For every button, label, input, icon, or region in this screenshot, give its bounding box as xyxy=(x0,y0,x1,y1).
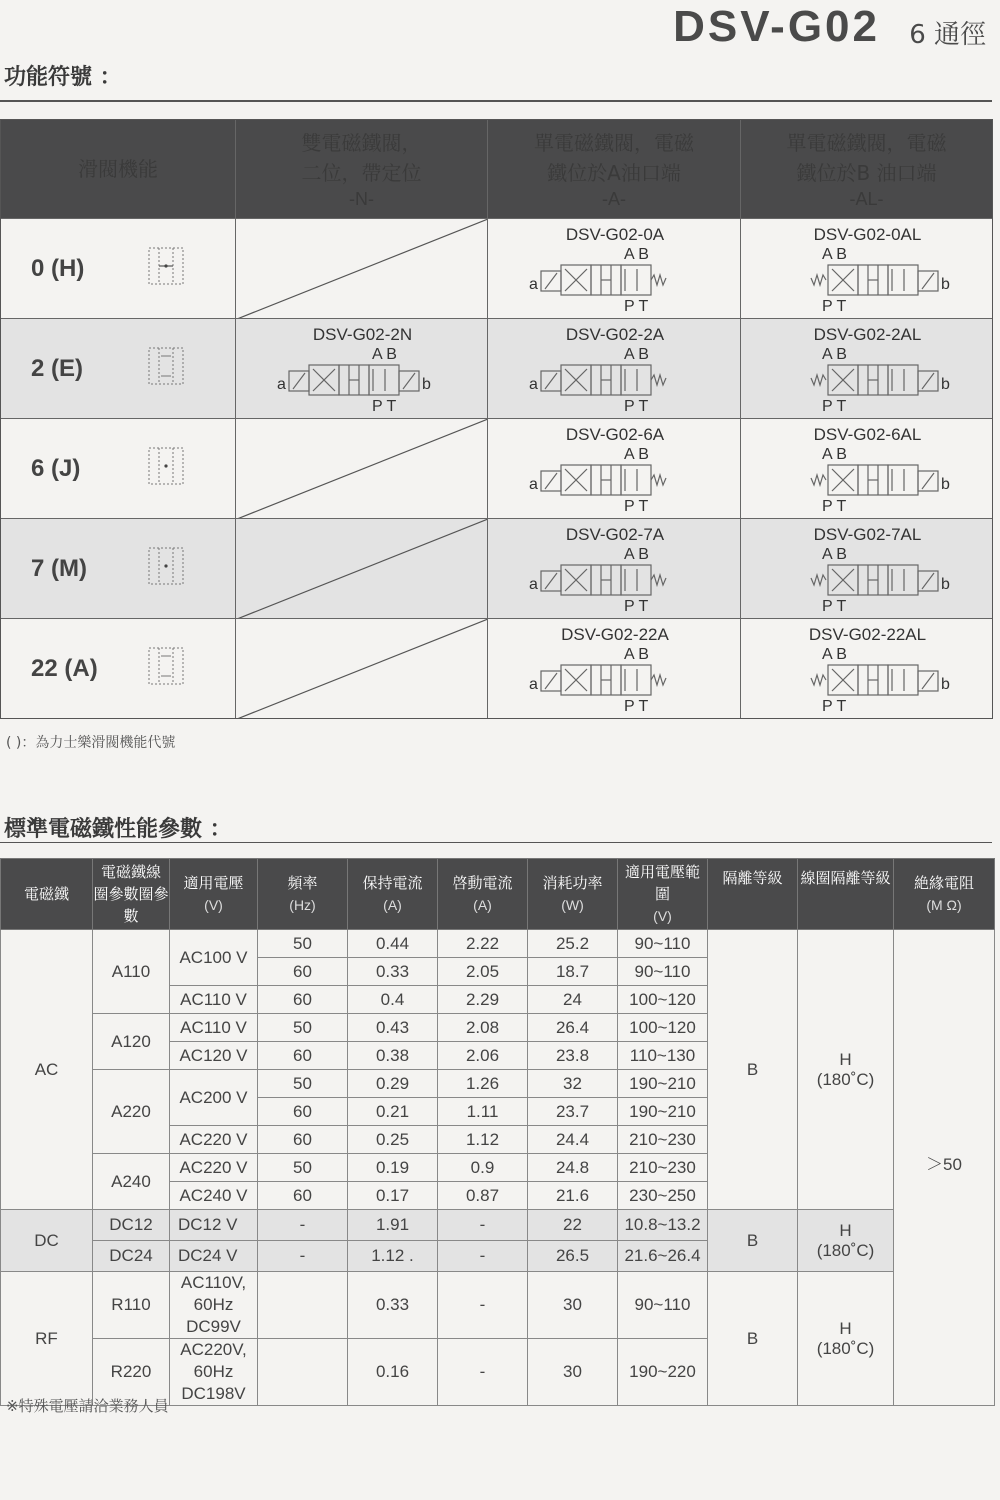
voltage-cell: AC220V, 60Hz DC198V xyxy=(170,1339,258,1406)
header-text: 單電磁鐵閥，電磁 xyxy=(534,131,694,155)
model-code: DSV-G02-2N xyxy=(312,325,413,344)
not-available-diagonal xyxy=(237,419,488,519)
cell: 60 xyxy=(258,986,348,1014)
col-holding-current: 保持電流 (A) xyxy=(348,859,438,930)
voltage-cell: DC12 V xyxy=(170,1210,258,1241)
spool-symbol-icon xyxy=(147,646,185,686)
group-rf: RF xyxy=(1,1272,93,1406)
coil-dc24: DC24 xyxy=(93,1241,170,1272)
model-title: DSV-G02 xyxy=(673,2,880,51)
cell: 50 xyxy=(258,1014,348,1042)
cell: 30 xyxy=(528,1272,618,1339)
isolation-rf: B xyxy=(708,1272,798,1406)
cell: 60 xyxy=(258,958,348,986)
cell: 26.4 xyxy=(528,1014,618,1042)
spool-function-label: 6 (J) xyxy=(31,455,81,482)
model-code: DSV-G02-22A xyxy=(561,625,669,644)
group-ac: AC xyxy=(1,930,93,1210)
header-text: 滑閥機能 xyxy=(78,157,158,181)
coil-r220: R220 xyxy=(93,1339,170,1406)
cell: 60 xyxy=(258,1126,348,1154)
cell: 210~230 xyxy=(618,1126,708,1154)
cell: 18.7 xyxy=(528,958,618,986)
port-b-label: b xyxy=(941,276,950,293)
cell: 190~210 xyxy=(618,1070,708,1098)
insulation-resistance: ＞50 xyxy=(894,930,995,1406)
cell: 0.29 xyxy=(348,1070,438,1098)
port-a-label: a xyxy=(529,676,538,693)
function-note: ( )：為力士樂滑閥機能代號 xyxy=(6,735,176,751)
voltage-cell: AC220 V xyxy=(170,1126,258,1154)
cell: 10.8~13.2 xyxy=(618,1210,708,1241)
cell: 23.8 xyxy=(528,1042,618,1070)
valve-model-a xyxy=(489,319,741,419)
coil-r110: R110 xyxy=(93,1272,170,1339)
header-code: -N- xyxy=(349,189,374,209)
cell xyxy=(258,1339,348,1406)
cell: - xyxy=(438,1272,528,1339)
col-starting-current: 啓動電流 (A) xyxy=(438,859,528,930)
port-pt-label: P T xyxy=(624,598,649,615)
valve-model-a xyxy=(489,219,741,319)
port-ab-label: A B xyxy=(624,646,649,663)
valve-model-a xyxy=(489,419,741,519)
header-single-solenoid-a xyxy=(488,120,740,218)
cell: 0.25 xyxy=(348,1126,438,1154)
col-isolation: 隔離等級 xyxy=(708,859,798,930)
table-row xyxy=(1,518,992,619)
cell: 230~250 xyxy=(618,1182,708,1210)
cell: 210~230 xyxy=(618,1154,708,1182)
port-pt-label: P T xyxy=(822,498,847,515)
valve-model-al xyxy=(742,219,993,319)
coil-dc12: DC12 xyxy=(93,1210,170,1241)
cell: 22 xyxy=(528,1210,618,1241)
header-text: 單電磁鐵閥，電磁 xyxy=(786,131,947,155)
port-b-label: b xyxy=(941,576,950,593)
table-row xyxy=(1,418,992,519)
port-b-label: b xyxy=(941,676,950,693)
cell: 26.5 xyxy=(528,1241,618,1272)
table-row xyxy=(1,318,992,419)
coil-a220: A220 xyxy=(93,1070,170,1154)
cell: 0.33 xyxy=(348,1272,438,1339)
valve-model-a xyxy=(489,619,741,719)
port-pt-label: P T xyxy=(624,698,649,715)
header-text: 二位，帶定位 xyxy=(301,161,422,185)
port-a-label: a xyxy=(529,276,538,293)
cell: 0.44 xyxy=(348,930,438,958)
port-ab-label: A B xyxy=(822,246,847,263)
isolation-ac: B xyxy=(708,930,798,1210)
valve-model-al xyxy=(742,519,993,619)
voltage-cell: DC24 V xyxy=(170,1241,258,1272)
cell: 32 xyxy=(528,1070,618,1098)
coil-a240: A240 xyxy=(93,1154,170,1210)
port-a-label: a xyxy=(277,376,286,393)
port-pt-label: P T xyxy=(624,298,649,315)
header-text: 鐵位於A油口端 xyxy=(547,161,681,185)
divider xyxy=(0,842,992,843)
port-ab-label: A B xyxy=(624,446,649,463)
voltage-cell: AC220 V xyxy=(170,1154,258,1182)
col-coil: 電磁鐵線 圈參數圈參數 xyxy=(93,859,170,930)
cell: 2.05 xyxy=(438,958,528,986)
spool-symbol-icon xyxy=(147,446,185,486)
port-a-label: a xyxy=(529,376,538,393)
group-dc: DC xyxy=(1,1210,93,1272)
col-voltage: 適用電壓 (V) xyxy=(170,859,258,930)
cell: - xyxy=(438,1339,528,1406)
cell: - xyxy=(258,1241,348,1272)
model-code: DSV-G02-7A xyxy=(565,525,665,544)
port-b-label: b xyxy=(422,376,431,393)
voltage-cell: AC100 V xyxy=(170,930,258,986)
port-ab-label: A B xyxy=(822,546,847,563)
voltage-cell: AC240 V xyxy=(170,1182,258,1210)
spool-symbol-icon xyxy=(147,546,185,586)
cell: 2.22 xyxy=(438,930,528,958)
table-row xyxy=(1,218,992,319)
coil-a110: A110 xyxy=(93,930,170,1014)
cell: 60 xyxy=(258,1098,348,1126)
port-ab-label: A B xyxy=(372,346,397,363)
cell: 25.2 xyxy=(528,930,618,958)
valve-model-al xyxy=(742,619,993,719)
cell: 0.21 xyxy=(348,1098,438,1126)
cell: 60 xyxy=(258,1182,348,1210)
function-symbol-title: 功能符號 ： xyxy=(4,65,122,90)
coil-isolation-rf: H (180˚C) xyxy=(798,1272,894,1406)
cell: 60 xyxy=(258,1042,348,1070)
size-label: 6 通徑 xyxy=(909,20,986,50)
port-pt-label: P T xyxy=(822,298,847,315)
cell: 21.6~26.4 xyxy=(618,1241,708,1272)
spool-symbol-icon xyxy=(147,346,185,386)
cell: 1.12 xyxy=(438,1126,528,1154)
port-ab-label: A B xyxy=(822,646,847,663)
cell: 0.17 xyxy=(348,1182,438,1210)
cell: 90~110 xyxy=(618,1272,708,1339)
col-insulation-resistance: 絶緣電阻 (M Ω) xyxy=(894,859,995,930)
port-ab-label: A B xyxy=(822,446,847,463)
header-single-solenoid-b xyxy=(741,120,992,218)
cell: 24.4 xyxy=(528,1126,618,1154)
special-voltage-note: ※特殊電壓請洽業務人員 xyxy=(6,1397,169,1415)
not-available-diagonal xyxy=(237,219,488,319)
voltage-cell: AC110 V xyxy=(170,1014,258,1042)
model-code: DSV-G02-7AL xyxy=(813,525,922,544)
cell: 50 xyxy=(258,1070,348,1098)
cell: 2.06 xyxy=(438,1042,528,1070)
function-symbol-table xyxy=(0,119,993,719)
port-ab-label: A B xyxy=(624,246,649,263)
col-voltage-range: 適用電壓範圍 (V) xyxy=(618,859,708,930)
cell: 190~210 xyxy=(618,1098,708,1126)
port-a-label: a xyxy=(529,576,538,593)
port-ab-label: A B xyxy=(822,346,847,363)
header-text: 雙電磁鐵閥， xyxy=(301,131,422,155)
cell: 0.43 xyxy=(348,1014,438,1042)
cell: 90~110 xyxy=(618,958,708,986)
cell: 110~130 xyxy=(618,1042,708,1070)
solenoid-params-table xyxy=(0,858,995,1406)
voltage-cell: AC120 V xyxy=(170,1042,258,1070)
not-available-diagonal xyxy=(237,519,488,619)
cell: 100~120 xyxy=(618,986,708,1014)
valve-model-al xyxy=(742,419,993,519)
cell: 50 xyxy=(258,1154,348,1182)
cell: 1.12 . xyxy=(348,1241,438,1272)
col-coil-isolation: 線圈隔離等級 xyxy=(798,859,894,930)
column-divider xyxy=(235,120,236,718)
cell: 24.8 xyxy=(528,1154,618,1182)
header-double-solenoid xyxy=(236,120,487,218)
cell: 0.4 xyxy=(348,986,438,1014)
spool-function-label: 22 (A) xyxy=(31,655,98,682)
divider xyxy=(0,100,992,102)
cell: 21.6 xyxy=(528,1182,618,1210)
cell: 50 xyxy=(258,930,348,958)
header-code: -A- xyxy=(602,189,626,209)
model-code: DSV-G02-2AL xyxy=(813,325,922,344)
valve-model-al xyxy=(742,319,993,419)
cell: 1.26 xyxy=(438,1070,528,1098)
col-solenoid: 電磁鐵 xyxy=(1,859,93,930)
cell: 190~220 xyxy=(618,1339,708,1406)
header-code: -AL- xyxy=(849,189,884,209)
cell: 0.16 xyxy=(348,1339,438,1406)
port-b-label: b xyxy=(941,376,950,393)
col-frequency: 頻率 (Hz) xyxy=(258,859,348,930)
cell: 0.87 xyxy=(438,1182,528,1210)
port-ab-label: A B xyxy=(624,546,649,563)
voltage-cell: AC110V, 60Hz DC99V xyxy=(170,1272,258,1339)
port-pt-label: P T xyxy=(822,398,847,415)
header-spool-function xyxy=(1,120,235,218)
port-pt-label: P T xyxy=(372,398,397,415)
table-row xyxy=(1,618,992,719)
model-code: DSV-G02-22AL xyxy=(808,625,927,644)
column-divider xyxy=(740,120,741,718)
not-available-diagonal xyxy=(237,619,488,719)
port-pt-label: P T xyxy=(624,498,649,515)
model-code: DSV-G02-0AL xyxy=(813,225,922,244)
cell: 100~120 xyxy=(618,1014,708,1042)
cell: 1.91 xyxy=(348,1210,438,1241)
voltage-cell: AC200 V xyxy=(170,1070,258,1126)
solenoid-params-title: 標準電磁鐵性能參數 ： xyxy=(4,817,232,842)
cell: 30 xyxy=(528,1339,618,1406)
column-divider xyxy=(487,120,488,718)
port-b-label: b xyxy=(941,476,950,493)
model-code: DSV-G02-0A xyxy=(565,225,665,244)
cell: 0.38 xyxy=(348,1042,438,1070)
spool-function-label: 2 (E) xyxy=(31,355,84,382)
coil-isolation-ac: H (180˚C) xyxy=(798,930,894,1210)
port-pt-label: P T xyxy=(822,598,847,615)
port-pt-label: P T xyxy=(822,698,847,715)
cell: 0.9 xyxy=(438,1154,528,1182)
coil-isolation-dc: H (180˚C) xyxy=(798,1210,894,1272)
cell: 2.29 xyxy=(438,986,528,1014)
col-power: 消耗功率 (W) xyxy=(528,859,618,930)
model-code: DSV-G02-2A xyxy=(565,325,665,344)
cell: - xyxy=(438,1241,528,1272)
cell: - xyxy=(438,1210,528,1241)
cell: 0.33 xyxy=(348,958,438,986)
model-code: DSV-G02-6A xyxy=(565,425,665,444)
spool-function-label: 0 (H) xyxy=(31,255,85,282)
spool-function-label: 7 (M) xyxy=(31,555,87,582)
valve-model-a xyxy=(489,519,741,619)
model-code: DSV-G02-6AL xyxy=(813,425,922,444)
header-text: 鐵位於B 油口端 xyxy=(796,161,937,185)
cell: 2.08 xyxy=(438,1014,528,1042)
valve-model-n xyxy=(237,319,488,419)
isolation-dc: B xyxy=(708,1210,798,1272)
coil-a120: A120 xyxy=(93,1014,170,1070)
port-ab-label: A B xyxy=(624,346,649,363)
cell: 90~110 xyxy=(618,930,708,958)
spool-symbol-icon xyxy=(147,246,185,286)
cell: 1.11 xyxy=(438,1098,528,1126)
cell xyxy=(258,1272,348,1339)
cell: 23.7 xyxy=(528,1098,618,1126)
cell: 0.19 xyxy=(348,1154,438,1182)
cell: 24 xyxy=(528,986,618,1014)
voltage-cell: AC110 V xyxy=(170,986,258,1014)
cell: - xyxy=(258,1210,348,1241)
table-header-row xyxy=(1,859,995,930)
port-a-label: a xyxy=(529,476,538,493)
port-pt-label: P T xyxy=(624,398,649,415)
